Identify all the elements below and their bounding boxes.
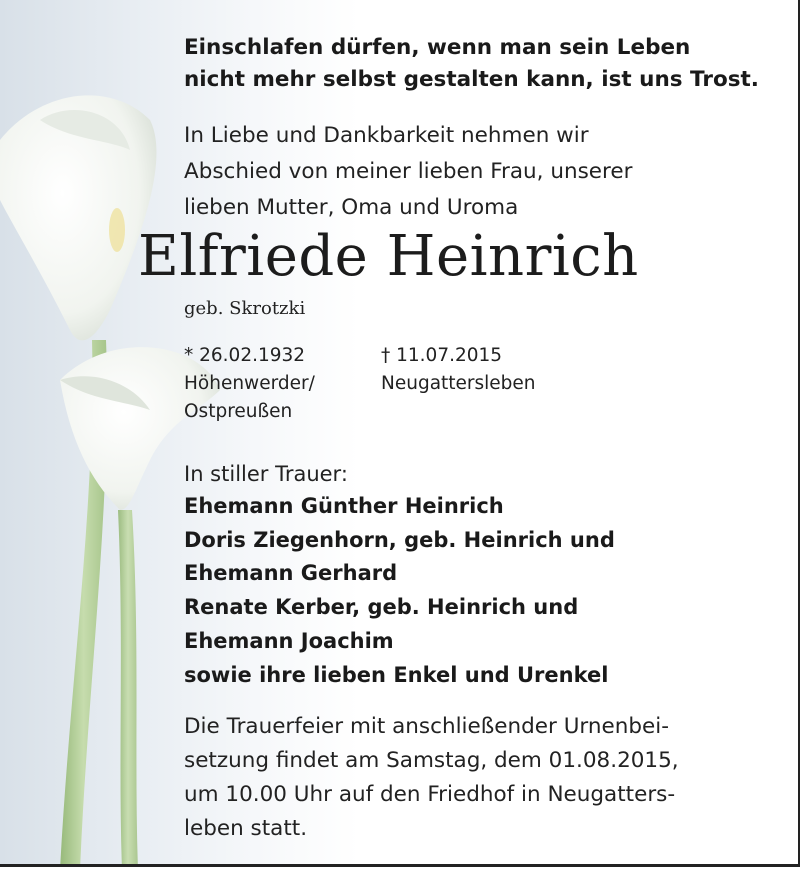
mourner-line: sowie ihre lieben Enkel und Urenkel	[184, 662, 609, 687]
mourners-list	[184, 490, 615, 692]
mourner-line: Renate Kerber, geb. Heinrich und	[184, 595, 579, 620]
birth-place: Ostpreußen	[184, 401, 293, 422]
mourner-line: Ehemann Günther Heinrich	[184, 494, 504, 518]
mourner-line: Ehemann Joachim	[184, 628, 394, 653]
service-line: Die Trauerfeier mit anschließender Urnenbei-	[184, 714, 669, 739]
deceased-name: Elfriede Heinrich	[138, 224, 639, 289]
mourner-line: Doris Ziegenhorn, geb. Heinrich und	[184, 527, 615, 552]
mourners-heading: In stiller Trauer:	[184, 462, 348, 486]
death-info	[381, 342, 536, 398]
mourner-line: Ehemann Gerhard	[184, 561, 398, 586]
intro-text	[184, 118, 632, 226]
birth-date: * 26.02.1932	[184, 345, 306, 366]
intro-line: Abschied von meiner lieben Frau, unserer	[184, 159, 633, 184]
service-line: setzung findet am Samstag, dem 01.08.2015,	[184, 748, 679, 773]
motto	[184, 32, 759, 96]
intro-line: In Liebe und Dankbarkeit nehmen wir	[184, 123, 589, 148]
birth-info	[184, 342, 315, 426]
service-info	[184, 710, 679, 846]
service-line: um 10.00 Uhr auf den Friedhof in Neugatters-	[184, 782, 676, 807]
intro-line: lieben Mutter, Oma und Uroma	[184, 195, 519, 220]
life-dates	[184, 342, 536, 426]
motto-line: nicht mehr selbst gestalten kann, ist uns Trost.	[184, 67, 759, 92]
birth-place: Höhenwerder/	[184, 373, 315, 394]
maiden-name: geb. Skrotzki	[184, 298, 306, 319]
death-place: Neugattersleben	[381, 373, 536, 394]
motto-line: Einschlafen dürfen, wenn man sein Leben	[184, 35, 691, 60]
service-line: leben statt.	[184, 816, 308, 841]
death-date: † 11.07.2015	[381, 345, 503, 366]
